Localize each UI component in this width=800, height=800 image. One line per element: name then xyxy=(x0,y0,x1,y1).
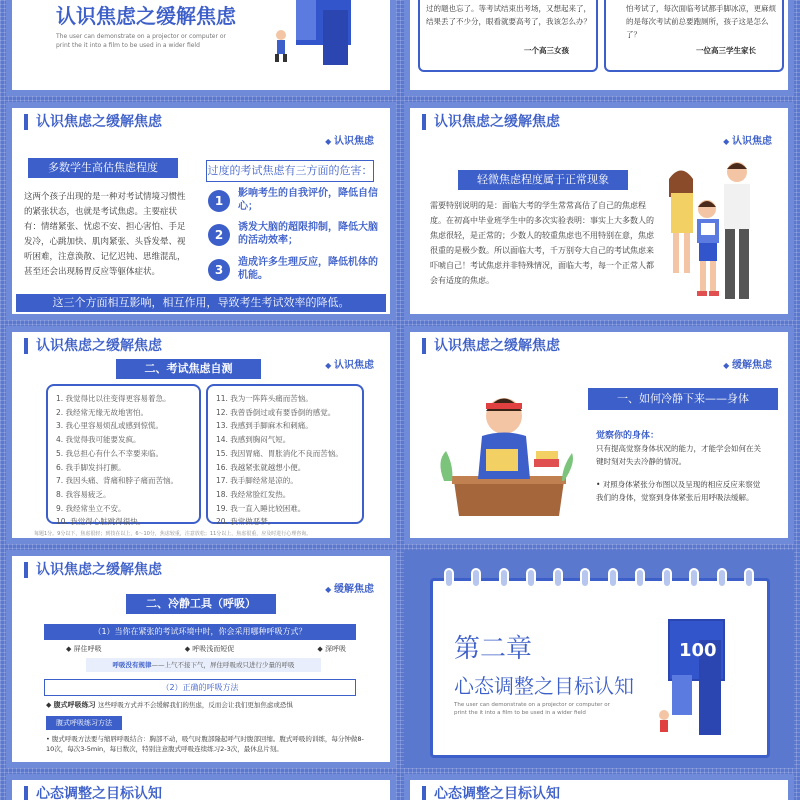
question-1-bar: （1）当你在紧张的考试环境中时，你会采用哪种呼吸方式？ xyxy=(44,624,356,640)
item-1-text: 影响考生的自我评价，降低自信心； xyxy=(238,188,378,212)
self-test-item: 8. 我容易疲乏。 xyxy=(56,489,111,499)
self-test-item: 4. 我觉得我可能要发疯。 xyxy=(56,435,141,445)
slide-7-tag: ◆ 缓解焦虑 xyxy=(325,580,374,595)
self-test-footnote: 每题1分。9分以下，焦虑很轻；到技在以上，6～10分，焦虑较重，注意放松；11分以上，焦虑很重，应及时进行心理咨询。 xyxy=(34,531,312,537)
self-test-list-left xyxy=(46,384,201,527)
ring xyxy=(635,568,645,588)
breathing-rule xyxy=(86,658,321,672)
slide-4-header: 轻微焦虑程度属于正常现象 xyxy=(458,170,628,190)
question-card-1-sign: 一个高三女孩 xyxy=(524,46,569,55)
ring xyxy=(717,568,727,588)
ring xyxy=(444,568,454,588)
breathing-rule-text: ——上气不接下气，屏住呼吸或只进行少量的呼吸 xyxy=(151,661,295,669)
method-text: 这些呼吸方式并不会缓解我们的焦虑，反而会让我们更加焦虑或恐惧 xyxy=(97,701,293,709)
question-card-1-text: 过的题也忘了。等考试结束出考场，又想起来了，结果丢了不少分，眼看就要高考了，我该怎么办？ xyxy=(426,4,591,26)
ring xyxy=(580,568,590,588)
option-deep-breath: ◆ 深呼吸 xyxy=(317,645,346,653)
option-hold-breath-label: 屏住呼吸 xyxy=(73,645,102,653)
self-test-item: 1. 我觉得比以往变得更容易着急。 xyxy=(56,394,171,403)
item-3-number: 3 xyxy=(208,259,230,281)
notebook-rings xyxy=(444,568,754,588)
hundred-sign-illustration xyxy=(654,610,754,740)
student-reading-illustration xyxy=(434,381,584,521)
slide-4[interactable] xyxy=(404,102,794,320)
slide-3-footer: 这三个方面相互影响，相互作用，导致考生考试效率的降低。 xyxy=(16,294,386,312)
self-test-item: 12. 我曾昏倒过或有要昏倒的感觉。 xyxy=(216,407,336,417)
option-shallow-breath-label: 呼吸浅而短促 xyxy=(192,645,235,653)
slide-5[interactable] xyxy=(6,326,396,544)
ring xyxy=(744,568,754,588)
question-2-bar: （2）正确的呼吸方法 xyxy=(44,679,356,696)
left-header: 多数学生高估焦虑程度 xyxy=(28,158,178,178)
option-shallow-breath: ◆ 呼吸浅而短促 xyxy=(184,645,235,653)
ring xyxy=(553,568,563,588)
question-card-2-text: 怕考试了，每次面临考试都手脚冰凉，更麻烦的是每次考试前总要跑厕所，孩子这是怎么了？ xyxy=(626,4,776,39)
slide-6[interactable] xyxy=(404,326,794,544)
slide-2[interactable] xyxy=(404,0,794,96)
self-test-item: 5. 我总担心有什么不幸要来临。 xyxy=(56,448,164,458)
item-3-text: 造成许多生理反应，降低机体的机能。 xyxy=(238,257,378,281)
left-body: 这两个孩子出现的是一种对考试情境习惯性的紧张状态，也就是考试焦虑。主要症状有：情绪紧张、忧虑不安、担心害怕、手足发冷，心跳加快、肌肉紧张、头昏发晕、视听困难，注意涣散、记忆迟钝、思维混乱，甚至还会出现肠胃反应等躯体症状。 xyxy=(24,192,186,277)
slide-9-title: 心态调整之目标认知 xyxy=(24,786,162,800)
self-test-list-right xyxy=(206,384,364,527)
breathing-options xyxy=(66,644,346,654)
self-test-item: 11. 我为一阵阵头痛而苦恼。 xyxy=(216,394,313,403)
self-test-item: 16. 我越紧张就越想小便。 xyxy=(216,462,306,472)
method-box-text: • 腹式呼吸方法要与缩唇呼吸结合：胸部不动，吸气时腹部隆起呼气时腹部回缩。腹式呼吸的训练，每分钟做8-10次，每次3-5min，每日数次，特别注意腹式呼吸连续练习2-3次，最休息片刻。 xyxy=(46,735,364,753)
self-test-item: 19. 我一直入睡比较困难。 xyxy=(216,503,306,513)
right-header: 过度的考试焦虑有三方面的危害： xyxy=(206,160,374,182)
hundred-sign-text: 100 xyxy=(679,640,717,661)
family-illustration xyxy=(659,157,769,307)
self-test-item: 6. 我手脚发抖打颤。 xyxy=(56,462,126,472)
slide-5-tag: ◆ 认识焦虑 xyxy=(325,356,374,371)
item-2-number: 2 xyxy=(208,224,230,246)
item-1-number: 1 xyxy=(208,190,230,212)
question-card-2-sign: 一位高三学生家长 xyxy=(696,46,756,55)
slide-9[interactable] xyxy=(6,774,396,800)
slide-8[interactable] xyxy=(404,550,794,768)
option-hold-breath: ◆ 屏住呼吸 xyxy=(66,645,102,653)
self-test-item: 2. 我经常无缘无故地害怕。 xyxy=(56,407,149,417)
method-box-title: 腹式呼吸练习方法 xyxy=(46,716,122,730)
slide-6-tag: ◆ 缓解焦虑 xyxy=(723,356,772,371)
method-bullet: ◆ xyxy=(46,701,54,709)
method-title: 腹式呼吸练习 xyxy=(53,701,96,709)
slide-1[interactable] xyxy=(6,0,396,96)
slide-4-title: 认识焦虑之缓解焦虑 xyxy=(422,114,560,130)
breathing-rule-label: 呼吸没有规律 xyxy=(112,661,152,669)
slide-4-body: 需要特别说明的是：面临大考的学生常常高估了自己的焦虑程度。在初高中毕业班学生中的多次实验表明：事实上大多数人的焦虑很轻，是正常的；少数人的较重焦虑也不用特别在意，焦虑很重的是极少数。所以面临大考，千万别夸大自己的考试焦虑来吓唬自己！考试焦虑并非特殊情况，面临大考，每一个正常人都会有适度的焦虑。 xyxy=(430,201,654,285)
slide-3-tag: ◆ 认识焦虑 xyxy=(325,132,374,147)
slide-10-title: 心态调整之目标认知 xyxy=(422,786,560,800)
ring xyxy=(662,568,672,588)
chapter-title: 心态调整之目标认知 xyxy=(454,674,634,698)
slide-1-subtitle-1: The user can demonstrate on a projector or computer or xyxy=(56,33,226,40)
slide-10[interactable] xyxy=(404,774,794,800)
slide-6-subheading: 觉察你的身体： xyxy=(596,431,660,441)
slide-7-title: 认识焦虑之缓解焦虑 xyxy=(24,562,162,578)
self-test-item: 13. 我感到手脚麻木和刺痛。 xyxy=(216,421,313,431)
slide-5-header: 二、考试焦虑自测 xyxy=(116,359,261,379)
slide-7[interactable] xyxy=(6,550,396,768)
bullet-dot: • xyxy=(596,480,603,489)
ring xyxy=(499,568,509,588)
slide-5-title: 认识焦虑之缓解焦虑 xyxy=(24,338,162,354)
chapter-subtitle-1: The user can demonstrate on a projector or computer or xyxy=(454,702,610,708)
slide-4-tag: ◆ 认识焦虑 xyxy=(723,132,772,147)
self-test-item: 17. 我手脚经常是凉的。 xyxy=(216,476,298,486)
self-test-item: 7. 我因头痛、背痛和脖子痛而苦恼。 xyxy=(56,476,179,486)
self-test-item: 14. 我感到胸闷气短。 xyxy=(216,435,291,445)
slide-6-header: 一、如何冷静下来——身体 xyxy=(588,388,778,410)
ring xyxy=(471,568,481,588)
ring xyxy=(689,568,699,588)
hundred-sign-illustration xyxy=(261,0,361,70)
slide-6-title: 认识焦虑之缓解焦虑 xyxy=(422,338,560,354)
self-test-item: 3. 我心里容易烦乱或感到惊慌。 xyxy=(56,421,164,431)
method-line xyxy=(46,700,366,710)
slide-6-bullet xyxy=(596,478,766,504)
ring xyxy=(608,568,618,588)
ring xyxy=(526,568,536,588)
slide-3-title: 认识焦虑之缓解焦虑 xyxy=(24,114,162,130)
slide-1-title: 认识焦虑之缓解焦虑 xyxy=(56,4,236,28)
item-2-text: 诱发大脑的超限抑制，降低大脑的活动效率； xyxy=(238,222,378,246)
self-test-item: 9. 我经常坐立不安。 xyxy=(56,503,126,513)
slide-1-subtitle-2: print the it into a film to be used in a wider field xyxy=(56,42,200,49)
self-test-item: 15. 我因胃痛、胃胀消化不良而苦恼。 xyxy=(216,448,343,458)
chapter-number: 第二章 xyxy=(454,634,533,664)
self-test-item: 18. 我经常脸红发热。 xyxy=(216,489,291,499)
option-deep-breath-label: 深呼吸 xyxy=(324,645,346,653)
slide-6-bullet-text: 对照身体紧张分布图以及呈现的相应反应来察觉我们的身体，觉察到身体紧张后用呼吸法缓解。 xyxy=(596,480,761,502)
slide-6-body: 只有提高觉察身体状况的能力，才能学会如何在关键时刻对失去冷静的情况。 xyxy=(596,444,761,466)
slide-7-header: 二、冷静工具（呼吸） xyxy=(126,594,276,614)
slide-3[interactable] xyxy=(6,102,396,320)
chapter-subtitle-2: print the it into a film to be used in a wider field xyxy=(454,710,586,716)
self-test-item: 20. 我常做恶梦。 xyxy=(216,517,276,527)
self-test-item: 10. 我觉得心脏跳得很快。 xyxy=(56,517,146,527)
